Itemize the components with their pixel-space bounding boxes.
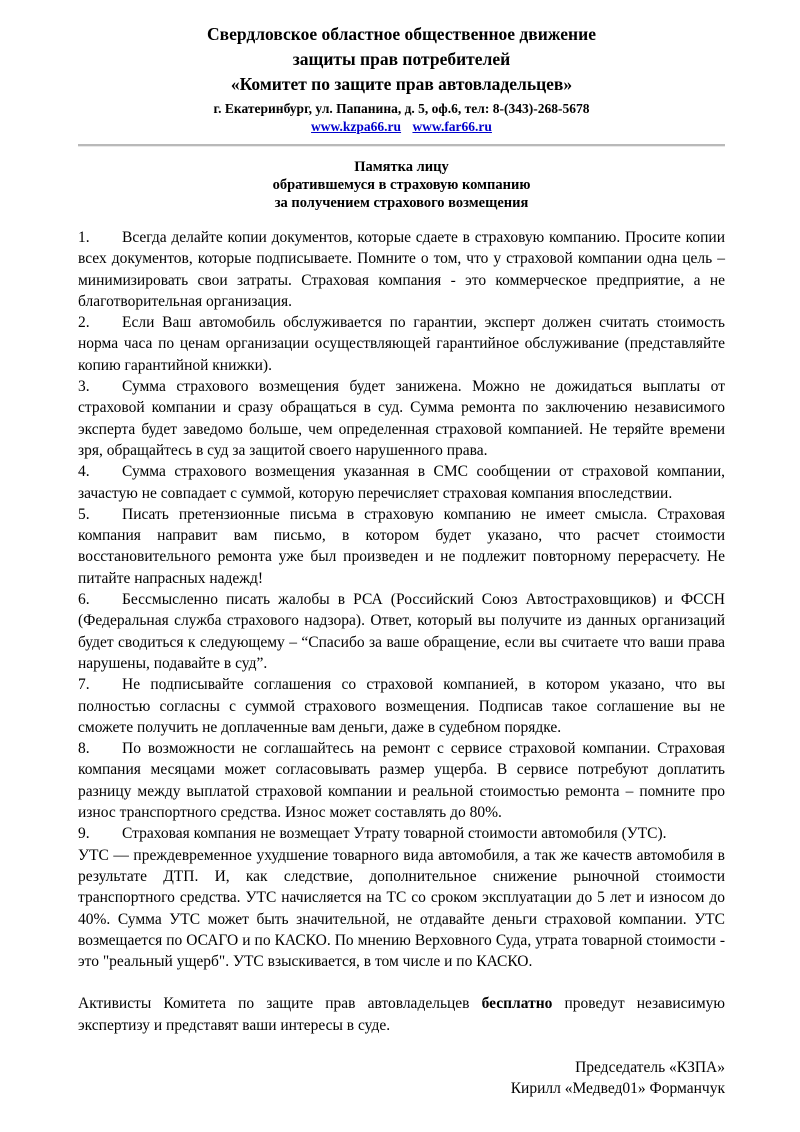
item-number: 9. xyxy=(78,825,90,843)
signature-title: Председатель «КЗПА» xyxy=(575,1058,725,1076)
item-number: 8. xyxy=(78,740,90,758)
org-name-line3: «Комитет по защите прав автовладельцев» xyxy=(230,74,573,94)
item-text: Бессмысленно писать жалобы в РСА (Российский Союз Автостраховщиков) и ФССН (Федеральная служба страхового надзора). Ответ, который вы получите из данных организаций будет сводиться к следующему – “Спасибо за ваше обращение, если вы считаете что ваши права нарушены, подавайте в суд”. xyxy=(78,591,725,672)
signature-name: Кирилл «Медвед01» Форманчук xyxy=(510,1080,725,1098)
memo-item-3 xyxy=(78,376,725,461)
letterhead xyxy=(78,22,725,135)
item-number: 4. xyxy=(78,463,90,481)
memo-item-8 xyxy=(78,738,725,823)
memo-item-7 xyxy=(78,674,725,738)
memo-item-9 xyxy=(78,823,725,844)
item-text: Всегда делайте копии документов, которые сдаете в страховую компанию. Просите копии всех документов, которые подписываете. Помните о том, что у страховой компании одна цель – минимизировать свои затраты. Страховая компания - это коммерческое предприятие, а не благотворительная организация. xyxy=(78,229,725,310)
memo-item-4 xyxy=(78,461,725,504)
address-line: г. Екатеринбург, ул. Папанина, д. 5, оф.6, тел: 8-(343)-268-5678 xyxy=(213,101,590,116)
item-text: По возможности не соглашайтесь на ремонт с сервисе страховой компании. Страховая компания месяцами может согласовывать размер ущерба. В сервисе потребуют доплатить разницу между выплатой страховой компании и реальной стоимостью ремонта – помните про износ транспортного средства. Износ может составлять до 80%. xyxy=(78,740,725,822)
links-line xyxy=(78,118,725,135)
memo-item-5 xyxy=(78,504,725,589)
item-number: 7. xyxy=(78,676,90,694)
memo-body xyxy=(78,227,725,1036)
free-of-charge-bold: бесплатно xyxy=(481,995,553,1013)
org-name-line1: Свердловское областное общественное движение xyxy=(207,24,596,44)
memo-title-line3: за получением страхового возмещения xyxy=(274,195,529,211)
item-number: 1. xyxy=(78,229,90,246)
item-text: Сумма страхового возмещения указанная в СМС сообщении от страховой компании, зачастую не совпадает с суммой, которую перечисляет страховая компания впоследствии. xyxy=(78,463,725,502)
item-number: 5. xyxy=(78,505,90,523)
item-number: 6. xyxy=(78,591,90,609)
closing-text-before: Активисты Комитета по защите прав автовладельцев xyxy=(78,995,482,1013)
item-number: 2. xyxy=(78,314,90,332)
item-text: Страховая компания не возмещает Утрату товарной стоимости автомобиля (УТС). xyxy=(122,825,667,843)
item-text: Если Ваш автомобиль обслуживается по гарантии, эксперт должен считать стоимость норма часа по ценам организации осуществляющей гарантийное обслуживание (представляйте копию гарантийной книжки). xyxy=(78,314,725,374)
link-kzpa66[interactable]: www.kzpa66.ru xyxy=(311,119,402,134)
closing-text-after: проведут независимую экспертизу и представят ваши интересы в суде. xyxy=(78,995,725,1034)
item-text: Сумма страхового возмещения будет занижена. Можно не дожидаться выплаты от страховой компании и сразу обращаться в суд. Сумма ремонта по заключению независимого эксперта будет заведомо больше, чем определенная страховой компанией. Не теряйте времени зря, обращайтесь в суд за защитой своего нарушенного права. xyxy=(78,378,725,459)
closing-paragraph xyxy=(78,993,725,1036)
memo-item-2 xyxy=(78,312,725,376)
memo-item-1 xyxy=(78,227,725,312)
item-number: 3. xyxy=(78,378,90,396)
memo-item-6 xyxy=(78,589,725,674)
item-text: Писать претензионные письма в страховую компанию не имеет смысла. Страховая компания направит вам письмо, в котором будет указано, что расчет стоимости восстановительного ремонта уже был произведен и не подлежит повторному перерасчету. Не питайте напрасных надежд! xyxy=(78,505,725,587)
link-far66[interactable]: www.far66.ru xyxy=(412,119,492,134)
memo-title xyxy=(78,158,725,212)
uts-paragraph: УТС — преждевременное ухудшение товарного вида автомобиля, а так же качеств автомобиля в результате ДТП. И, как следствие, дополнительное снижение рыночной стоимости транспортного средства. УТС начисляется на ТС со сроком эксплуатации до 5 лет и износом до 40%. Сумма УТС может быть значительной, не отдавайте деньги страховой компании. УТС возмещается по ОСАГО и по КАСКО. По мнению Верховного Суда, утрата товарной стоимости - это "реальный ущерб". УТС взыскивается, в том числе и по КАСКО. xyxy=(78,846,725,971)
memo-title-line1: Памятка лицу xyxy=(354,159,449,175)
signature-block xyxy=(78,1057,725,1100)
item-text: Не подписывайте соглашения со страховой компанией, в котором указано, что вы полностью согласны с суммой страхового возмещения. Подписав такое соглашение вы не сможете получить не доплаченные вам деньги, даже в судебном порядке. xyxy=(78,676,725,736)
header-divider xyxy=(78,144,725,147)
memo-title-line2: обратившемуся в страховую компанию xyxy=(272,177,531,193)
org-name-line2: защиты прав потребителей xyxy=(292,49,511,69)
